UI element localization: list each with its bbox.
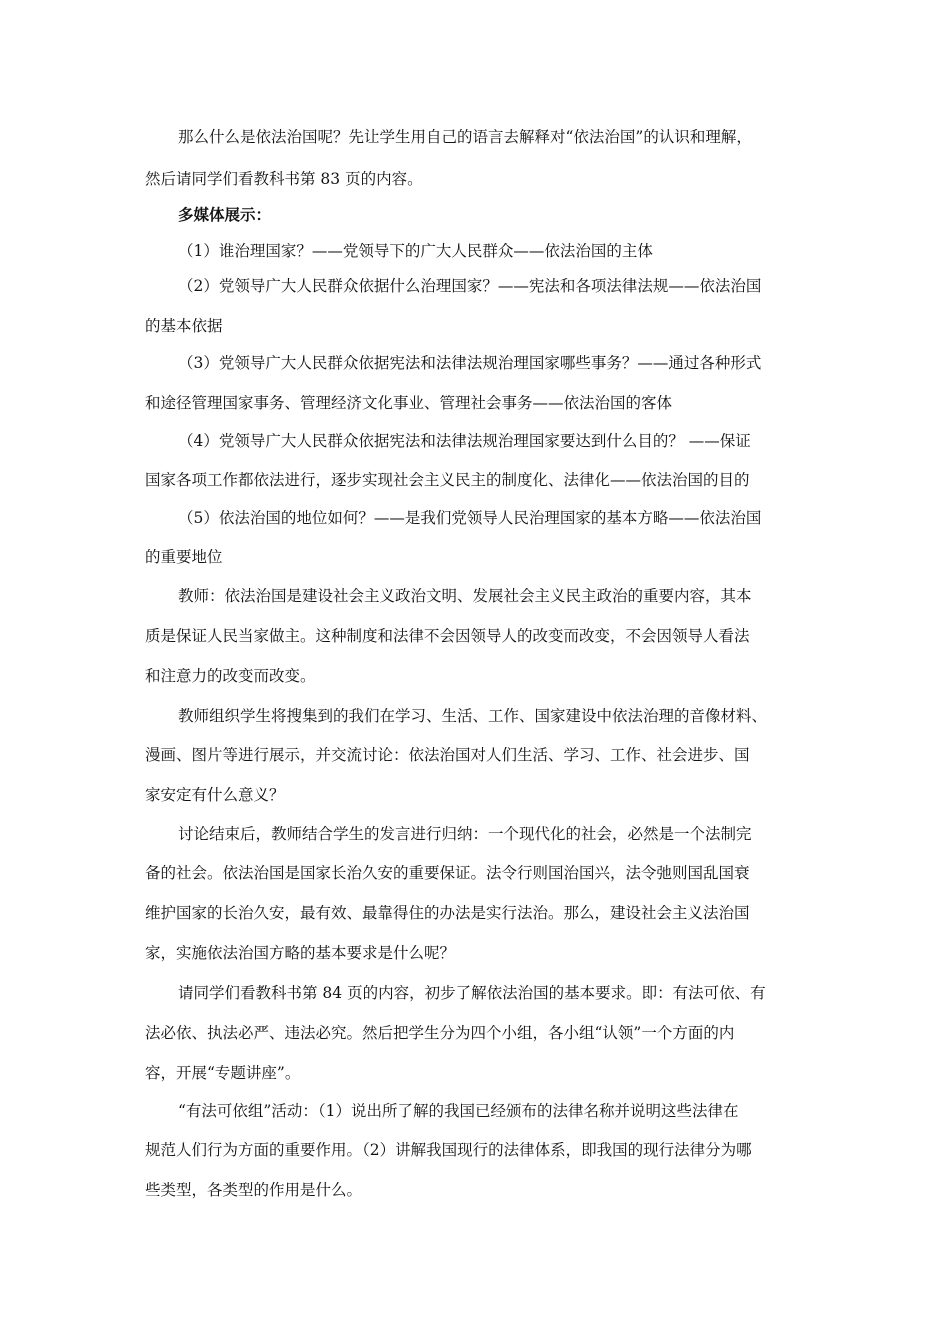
paragraph-line: 容，开展“专题讲座”。 — [145, 1064, 301, 1082]
paragraph-line: 些类型，各类型的作用是什么。 — [145, 1181, 363, 1199]
paragraph-line: 漫画、图片等进行展示，并交流讨论：依法治国对人们生活、学习、工作、社会进步、国 — [145, 746, 750, 764]
paragraph-line: 请同学们看教科书第 84 页的内容，初步了解依法治国的基本要求。即：有法可依、有 — [178, 984, 766, 1002]
paragraph-line: “有法可依组”活动：（1）说出所了解的我国已经颁布的法律名称并说明这些法律在 — [178, 1102, 739, 1120]
paragraph-line: 家安定有什么意义？ — [145, 786, 285, 804]
paragraph-line: 和途径管理国家事务、管理经济文化事业、管理社会事务——依法治国的客体 — [145, 394, 673, 412]
list-item: （3）党领导广大人民群众依据宪法和法律法规治理国家哪些事务？——通过各种形式 — [178, 354, 762, 372]
paragraph-line: 家，实施依法治国方略的基本要求是什么呢？ — [145, 944, 456, 962]
paragraph-line: 和注意力的改变而改变。 — [145, 667, 316, 685]
paragraph-line: 教师组织学生将搜集到的我们在学习、生活、工作、国家建设中依法治理的音像材料、 — [178, 707, 768, 725]
list-item: （4）党领导广大人民群众依据宪法和法律法规治理国家要达到什么目的？ ——保证 — [178, 432, 751, 450]
paragraph-line: 国家各项工作都依法进行，逐步实现社会主义民主的制度化、法律化——依法治国的目的 — [145, 471, 750, 489]
paragraph-line: 然后请同学们看教科书第 83 页的内容。 — [145, 170, 423, 188]
paragraph-line: 那么什么是依法治国呢？先让学生用自己的语言去解释对“依法治国”的认识和理解， — [178, 128, 752, 146]
paragraph-line: 的重要地位 — [145, 548, 223, 566]
paragraph-line: 备的社会。依法治国是国家长治久安的重要保证。法令行则国治国兴，法令弛则国乱国衰 — [145, 864, 750, 882]
paragraph-line: 规范人们行为方面的重要作用。（2）讲解我国现行的法律体系，即我国的现行法律分为哪 — [145, 1141, 752, 1159]
list-item: （2）党领导广大人民群众依据什么治理国家？——宪法和各项法律法规——依法治国 — [178, 277, 762, 295]
section-heading: 多媒体展示： — [178, 206, 272, 224]
list-item: （5）依法治国的地位如何？——是我们党领导人民治理国家的基本方略——依法治国 — [178, 509, 762, 527]
paragraph-line: 法必依、执法必严、违法必究。然后把学生分为四个小组，各小组“认领”一个方面的内 — [145, 1024, 735, 1042]
paragraph-line: 维护国家的长治久安，最有效、最靠得住的办法是实行法治。那么，建设社会主义法治国 — [145, 904, 750, 922]
paragraph-line: 讨论结束后，教师结合学生的发言进行归纳：一个现代化的社会，必然是一个法制完 — [178, 825, 752, 843]
list-item: （1）谁治理国家？——党领导下的广大人民群众——依法治国的主体 — [178, 242, 653, 260]
paragraph-line: 教师：依法治国是建设社会主义政治文明、发展社会主义民主政治的重要内容，其本 — [178, 587, 752, 605]
paragraph-line: 的基本依据 — [145, 317, 223, 335]
paragraph-line: 质是保证人民当家做主。这种制度和法律不会因领导人的改变而改变，不会因领导人看法 — [145, 627, 750, 645]
